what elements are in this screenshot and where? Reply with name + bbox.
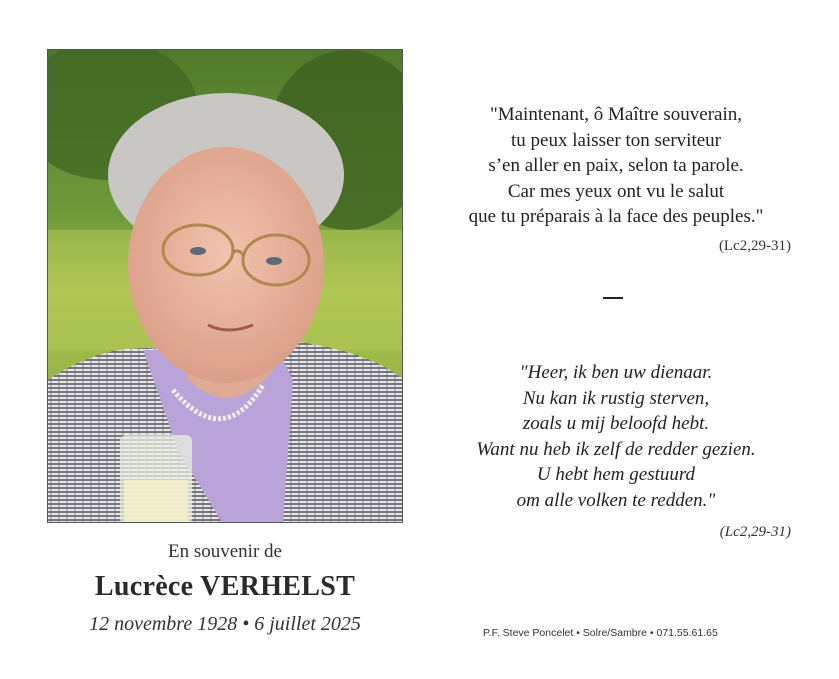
french-verse-reference: (Lc2,29-31) xyxy=(718,238,791,254)
french-verse-line: s’en aller en paix, selon ta parole. xyxy=(488,155,744,176)
dutch-verse-line: "Heer, ik ben uw dienaar. xyxy=(519,362,713,383)
french-verse-line: Car mes yeux ont vu le salut xyxy=(507,180,725,202)
dutch-verse-line: zoals u mij beloofd hebt. xyxy=(522,413,710,434)
dutch-verse-line: om alle volken te redden." xyxy=(516,489,716,511)
dutch-verse-reference: (Lc2,29-31) xyxy=(719,524,791,540)
french-verse-line: que tu préparais à la face des peuples." xyxy=(468,206,764,227)
deceased-name: Lucrèce VERHELST xyxy=(94,571,356,602)
portrait-photo xyxy=(47,49,403,523)
funeral-home-footer: P.F. Steve Poncelet • Solre/Sambre • 071.55.61.65 xyxy=(483,627,718,639)
life-dates: 12 novembre 1928 • 6 juillet 2025 xyxy=(89,613,361,635)
french-verse-line: "Maintenant, ô Maître souverain, xyxy=(489,104,743,125)
french-verse-line: tu peux laisser ton serviteur xyxy=(510,129,721,151)
dutch-verse xyxy=(420,360,812,513)
dutch-verse-line: U hebt hem gestuurd xyxy=(536,464,696,485)
french-verse xyxy=(420,102,812,230)
memorial-intro: En souvenir de xyxy=(168,541,282,562)
dutch-verse-line: Want nu heb ik zelf de redder gezien. xyxy=(476,438,756,460)
dutch-verse-line: Nu kan ik rustig sterven, xyxy=(522,387,710,409)
divider-dash xyxy=(603,297,623,299)
